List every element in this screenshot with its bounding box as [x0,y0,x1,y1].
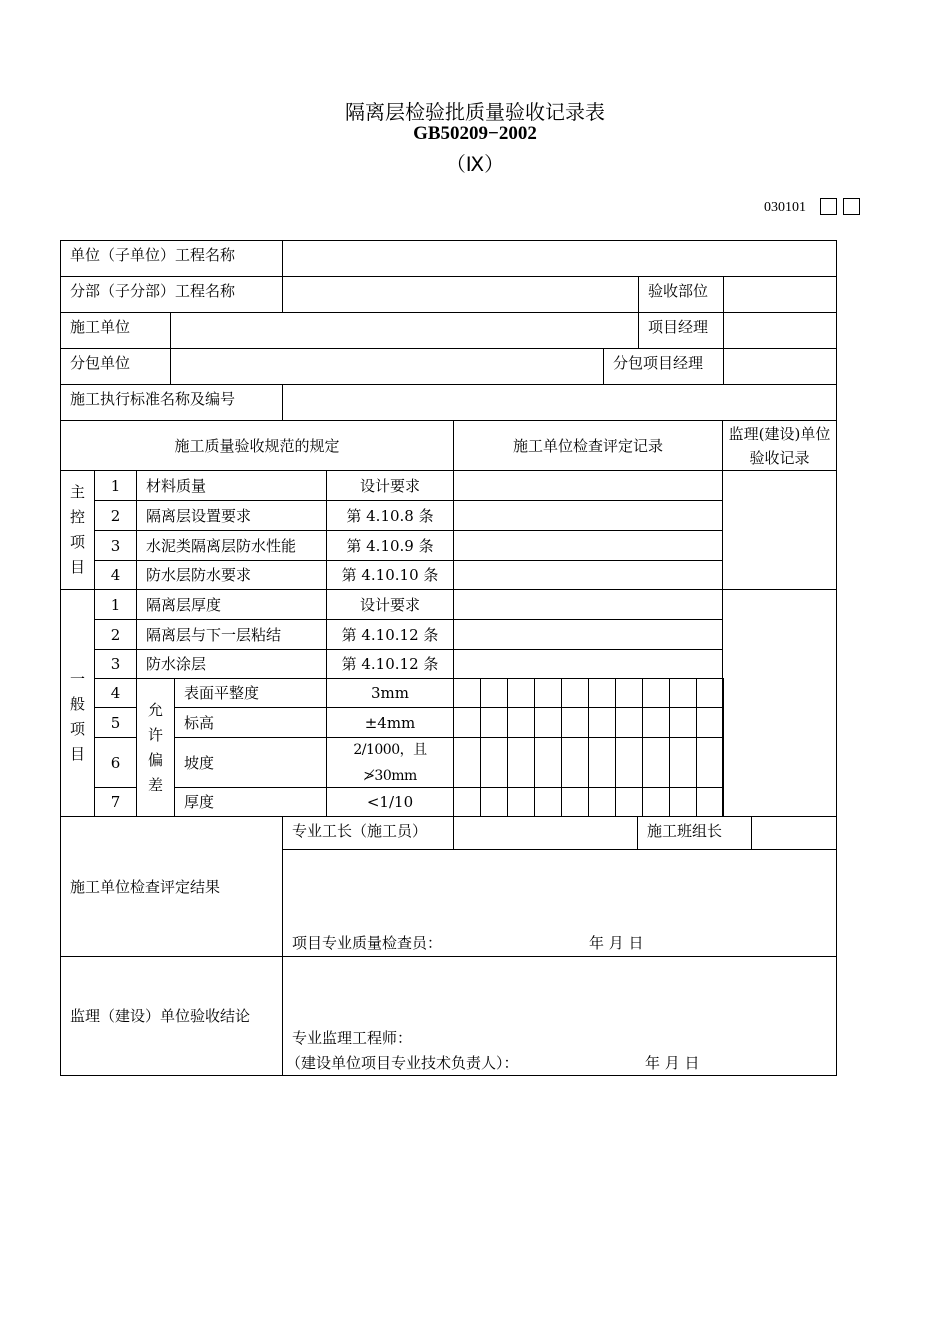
measurement-cell-r7-c6[interactable] [588,787,616,817]
acceptance-part-field[interactable] [723,276,837,313]
engineer-label: 专业监理工程师： [292,1029,413,1047]
acceptance-part-label: 验收部位 [638,276,724,313]
project-name-label: 单位（子单位）工程名称 [60,240,283,277]
measurement-cell-r6-c7[interactable] [615,737,643,788]
form-title: 隔离层检验批质量验收记录表 [345,100,605,124]
deviation-group [136,678,175,817]
main-items-group-label: 主控项目 [69,483,85,576]
main-row-4-req: 第 4.10.10 条 [326,560,454,590]
measurement-cell-r6-c8[interactable] [642,737,670,788]
section-number: （Ⅸ） [445,154,505,176]
main-row-4-no: 4 [94,560,137,590]
general-row-1-record[interactable] [453,589,723,620]
main-items-group [60,470,95,590]
measurement-cell-r5-c7[interactable] [615,707,643,738]
measurement-cell-r7-c10[interactable] [696,787,724,817]
inspector-label: 项目专业质量检查员： [292,934,443,952]
standard-number: GB50209−2002 [413,123,537,144]
main-items-supervision-record[interactable] [722,470,837,590]
measurement-cell-r4-c3[interactable] [507,678,535,708]
foreman-field[interactable] [453,816,638,850]
deviation-row-4-item: 表面平整度 [174,678,327,708]
main-row-3-item: 水泥类隔离层防水性能 [136,530,327,561]
project-manager-label: 项目经理 [638,312,724,349]
foreman-label: 专业工长（施工员） [282,816,454,850]
deviation-row-6-item: 坡度 [174,737,327,788]
measurement-cell-r5-c4[interactable] [534,707,562,738]
measurement-cell-r5-c2[interactable] [480,707,508,738]
subcontract-manager-label: 分包项目经理 [603,348,724,385]
measurement-cell-r6-c6[interactable] [588,737,616,788]
main-row-2-record[interactable] [453,500,723,531]
main-row-4-item: 防水层防水要求 [136,560,327,590]
measurement-cell-r4-c2[interactable] [480,678,508,708]
measurement-cell-r7-c9[interactable] [669,787,697,817]
general-row-2-item: 隔离层与下一层粘结 [136,619,327,650]
result-label: 施工单位检查评定结果 [60,816,283,957]
general-row-3-no: 3 [94,649,137,679]
deviation-row-7-item: 厚度 [174,787,327,817]
measurement-cell-r6-c9[interactable] [669,737,697,788]
measurement-cell-r6-c5[interactable] [561,737,589,788]
measurement-cell-r5-c9[interactable] [669,707,697,738]
measurement-cell-r6-c10[interactable] [696,737,724,788]
measurement-cell-r7-c8[interactable] [642,787,670,817]
measurement-cell-r5-c8[interactable] [642,707,670,738]
deviation-group-label: 允许偏差 [147,700,163,794]
general-row-2-record[interactable] [453,619,723,650]
deviation-row-5-item: 标高 [174,707,327,738]
measurement-cell-r7-c2[interactable] [480,787,508,817]
general-row-3-req: 第 4.10.12 条 [326,649,454,679]
deviation-row-6-req [326,737,454,788]
general-row-2-no: 2 [94,619,137,650]
measurement-cell-r4-c8[interactable] [642,678,670,708]
main-row-2-req: 第 4.10.8 条 [326,500,454,531]
sub-project-label: 分部（子分部）工程名称 [60,276,283,313]
team-leader-label: 施工班组长 [637,816,752,850]
measurement-cell-r7-c1[interactable] [453,787,481,817]
general-row-3-item: 防水涂层 [136,649,327,679]
spec-column-header: 施工质量验收规范的规定 [60,420,454,471]
deviation-row-6-req-line1: 2/1000，且 [353,741,427,758]
main-row-1-record[interactable] [453,470,723,501]
construction-unit-label: 施工单位 [60,312,171,349]
measurement-cell-r5-c6[interactable] [588,707,616,738]
general-row-2-req: 第 4.10.12 条 [326,619,454,650]
form-code: 030101 [764,200,806,215]
supervision-column-header: 监理(建设)单位验收记录 [722,420,837,471]
project-name-field[interactable] [282,240,837,277]
conclusion-signature-area[interactable] [282,956,837,1076]
code-box-2[interactable] [843,198,860,215]
deviation-row-7-no: 7 [94,787,137,817]
measurement-cell-r7-c7[interactable] [615,787,643,817]
measurement-cell-r7-c5[interactable] [561,787,589,817]
conclusion-date: 年 月 日 [645,1054,700,1072]
general-items-group-label: 一般项目 [69,670,85,763]
subcontract-manager-field[interactable] [723,348,837,385]
measurement-cell-r4-c7[interactable] [615,678,643,708]
main-row-4-record[interactable] [453,560,723,590]
acceptance-table [61,241,838,1077]
owner-label: （建设单位项目专业技术负责人）： [286,1054,519,1072]
general-row-1-req: 设计要求 [326,589,454,620]
general-items-supervision-record[interactable] [722,589,837,817]
conclusion-label: 监理（建设）单位验收结论 [60,956,283,1076]
main-row-3-no: 3 [94,530,137,561]
main-row-2-no: 2 [94,500,137,531]
measurement-cell-r5-c5[interactable] [561,707,589,738]
measurement-cell-r5-c1[interactable] [453,707,481,738]
result-signature-area[interactable] [282,849,837,957]
team-leader-field[interactable] [751,816,837,850]
sub-project-field[interactable] [282,276,639,313]
measurement-cell-r7-c4[interactable] [534,787,562,817]
result-date: 年 月 日 [589,934,644,952]
deviation-row-5-no: 5 [94,707,137,738]
measurement-cell-r5-c3[interactable] [507,707,535,738]
main-row-3-req: 第 4.10.9 条 [326,530,454,561]
subcontract-unit-field[interactable] [170,348,604,385]
project-manager-field[interactable] [723,312,837,349]
general-items-group [60,589,95,817]
main-row-1-no: 1 [94,470,137,501]
deviation-row-6-req-line2: ≯30mm [363,767,417,784]
measurement-cell-r4-c9[interactable] [669,678,697,708]
subcontract-unit-label: 分包单位 [60,348,171,385]
measurement-cell-r4-c10[interactable] [696,678,724,708]
measurement-cell-r5-c10[interactable] [696,707,724,738]
construction-unit-field[interactable] [170,312,639,349]
measurement-cell-r4-c6[interactable] [588,678,616,708]
general-row-1-no: 1 [94,589,137,620]
deviation-row-4-req: 3mm [326,678,454,708]
record-column-header: 施工单位检查评定记录 [453,420,723,471]
measurement-cell-r6-c3[interactable] [507,737,535,788]
deviation-row-5-req: ±4mm [326,707,454,738]
measurement-cell-r7-c3[interactable] [507,787,535,817]
measurement-cell-r6-c4[interactable] [534,737,562,788]
main-row-1-item: 材料质量 [136,470,327,501]
standard-field[interactable] [282,384,837,421]
general-row-3-record[interactable] [453,649,723,679]
main-row-2-item: 隔离层设置要求 [136,500,327,531]
standard-label: 施工执行标准名称及编号 [60,384,283,421]
deviation-row-6-no: 6 [94,737,137,788]
measurement-cell-r4-c4[interactable] [534,678,562,708]
general-row-1-item: 隔离层厚度 [136,589,327,620]
main-row-3-record[interactable] [453,530,723,561]
deviation-row-7-req: <1/10 [326,787,454,817]
measurement-cell-r6-c2[interactable] [480,737,508,788]
code-box-1[interactable] [820,198,837,215]
measurement-cell-r6-c1[interactable] [453,737,481,788]
main-row-1-req: 设计要求 [326,470,454,501]
measurement-cell-r4-c5[interactable] [561,678,589,708]
measurement-cell-r4-c1[interactable] [453,678,481,708]
deviation-row-4-no: 4 [94,678,137,708]
